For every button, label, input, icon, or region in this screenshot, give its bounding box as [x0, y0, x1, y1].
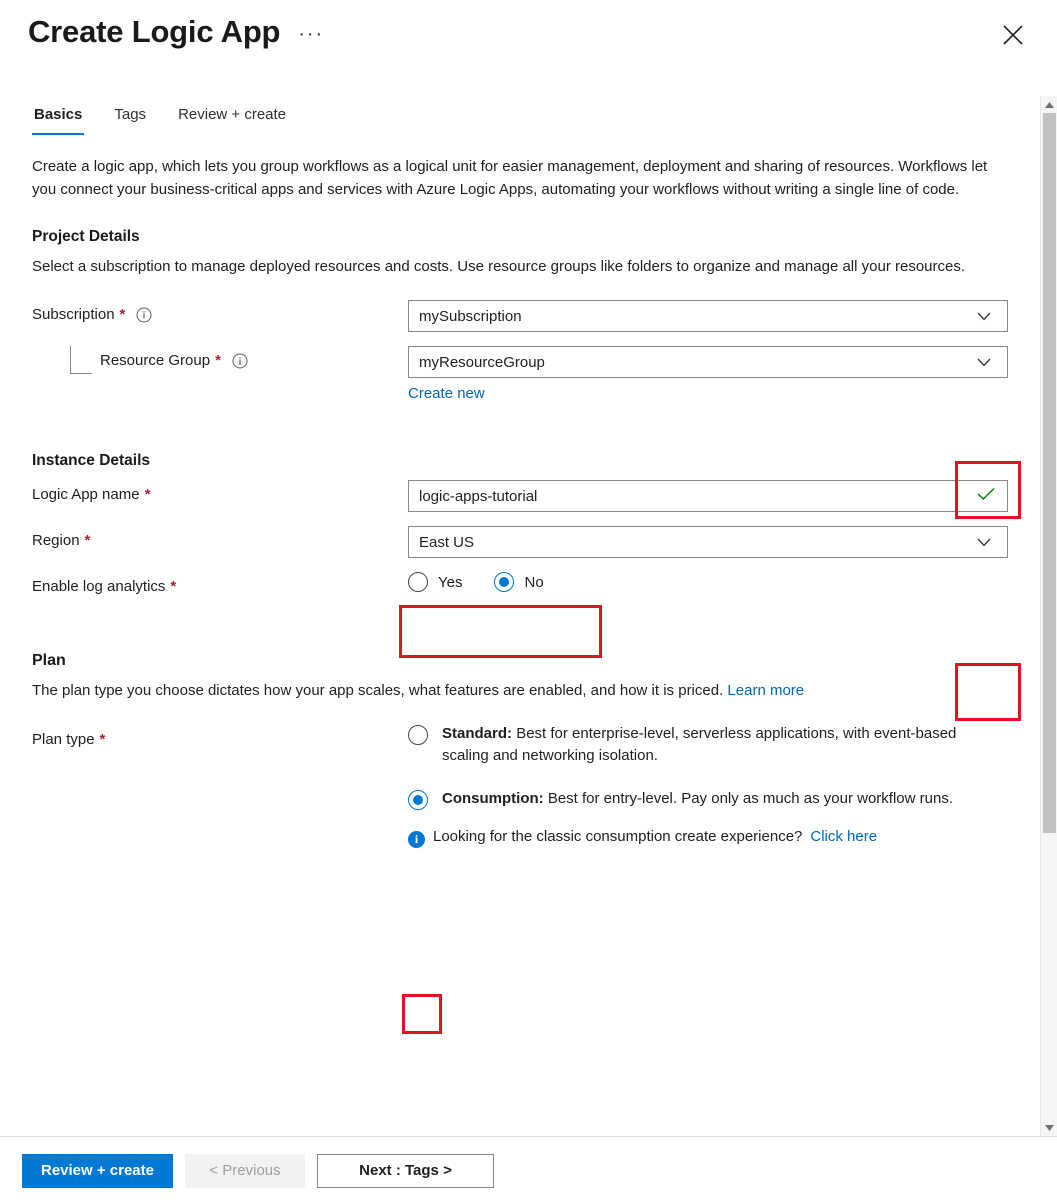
enable-log-analytics-label-text: Enable log analytics	[32, 578, 166, 595]
form-content	[0, 74, 1057, 1136]
resource-group-required-mark: *	[215, 352, 221, 369]
resource-group-label-text: Resource Group	[100, 352, 211, 369]
enable-log-analytics-field	[408, 572, 1000, 592]
plan-consumption-text	[442, 788, 953, 811]
chevron-down-icon[interactable]	[971, 358, 997, 367]
project-details-heading: Project Details	[32, 227, 140, 245]
title-bar	[0, 0, 1057, 74]
resource-group-value: myResourceGroup	[419, 353, 545, 371]
region-label	[32, 526, 408, 549]
plan-description: The plan type you choose dictates how your app scales, what features are enabled, and how it is priced.	[32, 682, 724, 699]
log-analytics-no-radio[interactable]	[494, 572, 514, 592]
validation-check-icon	[977, 486, 997, 506]
page-title: Create Logic App	[28, 14, 281, 49]
tab-tags[interactable]: Tags	[114, 106, 147, 123]
plan-type-label	[32, 723, 408, 748]
subscription-label-text: Subscription	[32, 306, 115, 323]
info-icon[interactable]	[232, 353, 248, 369]
more-options-icon[interactable]: ···	[298, 22, 325, 45]
instance-details-heading: Instance Details	[32, 452, 151, 469]
previous-button: < Previous	[185, 1154, 305, 1188]
next-tags-button[interactable]: Next : Tags >	[317, 1154, 494, 1188]
chevron-down-icon[interactable]	[971, 312, 997, 321]
subscription-dropdown[interactable]	[408, 300, 1008, 332]
tree-connector	[70, 346, 92, 374]
subscription-required-mark: *	[119, 306, 126, 323]
plan-description-wrap	[32, 680, 1000, 703]
plan-standard-name: Standard:	[442, 724, 513, 742]
resource-group-dropdown[interactable]	[408, 346, 1008, 378]
classic-experience-note	[408, 828, 1000, 848]
plan-option-consumption[interactable]	[408, 788, 1000, 811]
logic-app-name-input[interactable]	[408, 480, 1008, 512]
log-analytics-no-label[interactable]: No	[524, 573, 544, 591]
enable-log-analytics-label	[32, 572, 408, 595]
logic-app-name-label-text: Logic App name	[32, 486, 140, 503]
logic-app-name-value: logic-apps-tutorial	[419, 487, 538, 505]
region-value: East US	[419, 533, 475, 551]
plan-learn-more-link[interactable]: Learn more	[727, 682, 805, 699]
tab-bar	[32, 102, 1000, 135]
logic-app-name-row	[32, 480, 1000, 512]
resource-group-field	[408, 346, 1008, 402]
log-analytics-yes-label[interactable]: Yes	[438, 573, 463, 591]
plan-heading: Plan	[32, 652, 66, 669]
subscription-value: mySubscription	[419, 307, 522, 325]
enable-log-analytics-row	[32, 572, 1000, 604]
plan-consumption-name: Consumption:	[442, 789, 544, 807]
logic-app-name-required-mark: *	[144, 486, 151, 503]
info-icon: i	[408, 831, 425, 848]
resource-group-row	[32, 346, 1000, 402]
scroll-up-arrow-icon[interactable]	[1041, 96, 1057, 113]
logic-app-name-label	[32, 480, 408, 503]
tab-basics[interactable]: Basics	[32, 102, 84, 135]
region-required-mark: *	[84, 532, 91, 549]
region-label-text: Region	[32, 532, 80, 549]
plan-option-standard[interactable]	[408, 723, 1000, 768]
footer-bar	[0, 1136, 1057, 1204]
region-dropdown[interactable]	[408, 526, 1008, 558]
plan-type-required-mark: *	[99, 730, 106, 748]
create-new-resource-group-link[interactable]: Create new	[408, 385, 485, 402]
plan-type-label-text: Plan type	[32, 730, 95, 748]
subscription-row	[32, 300, 1000, 332]
plan-consumption-radio[interactable]	[408, 790, 428, 810]
scrollbar-thumb[interactable]	[1043, 113, 1056, 833]
enable-log-analytics-required-mark: *	[170, 578, 177, 595]
review-create-button[interactable]: Review + create	[22, 1154, 173, 1188]
classic-note-text: Looking for the classic consumption create experience?	[433, 828, 803, 845]
close-icon[interactable]	[997, 19, 1029, 51]
subscription-label	[32, 300, 408, 323]
plan-standard-radio[interactable]	[408, 725, 428, 745]
info-icon[interactable]	[136, 307, 152, 323]
logic-app-name-field	[408, 480, 1008, 512]
plan-standard-description: Best for enterprise-level, serverless applications, with event-based scaling and networking isolation.	[442, 724, 957, 764]
subscription-field	[408, 300, 1008, 332]
enable-log-analytics-radio-group	[408, 572, 1000, 592]
region-field	[408, 526, 1008, 558]
plan-consumption-description: Best for entry-level. Pay only as much as your workflow runs.	[547, 789, 953, 807]
chevron-down-icon[interactable]	[971, 538, 997, 547]
vertical-scrollbar[interactable]	[1040, 96, 1057, 1136]
classic-experience-link[interactable]: Click here	[810, 828, 878, 845]
region-row	[32, 526, 1000, 558]
log-analytics-yes-radio[interactable]	[408, 572, 428, 592]
project-details-description: Select a subscription to manage deployed resources and costs. Use resource groups like folders to organize and manage all your resources.	[32, 257, 966, 275]
scroll-down-arrow-icon[interactable]	[1041, 1119, 1057, 1136]
plan-standard-text	[442, 723, 1000, 768]
tab-review-create[interactable]: Review + create	[178, 106, 287, 123]
intro-description: Create a logic app, which lets you group workflows as a logical unit for easier management, deployment and sharing of resources. Workflows let you connect your business-critical apps and services with Azure Logic Apps, automating your workflows without writing a single line of code.	[32, 158, 988, 199]
plan-type-row	[32, 723, 1000, 849]
plan-type-field	[408, 723, 1000, 849]
